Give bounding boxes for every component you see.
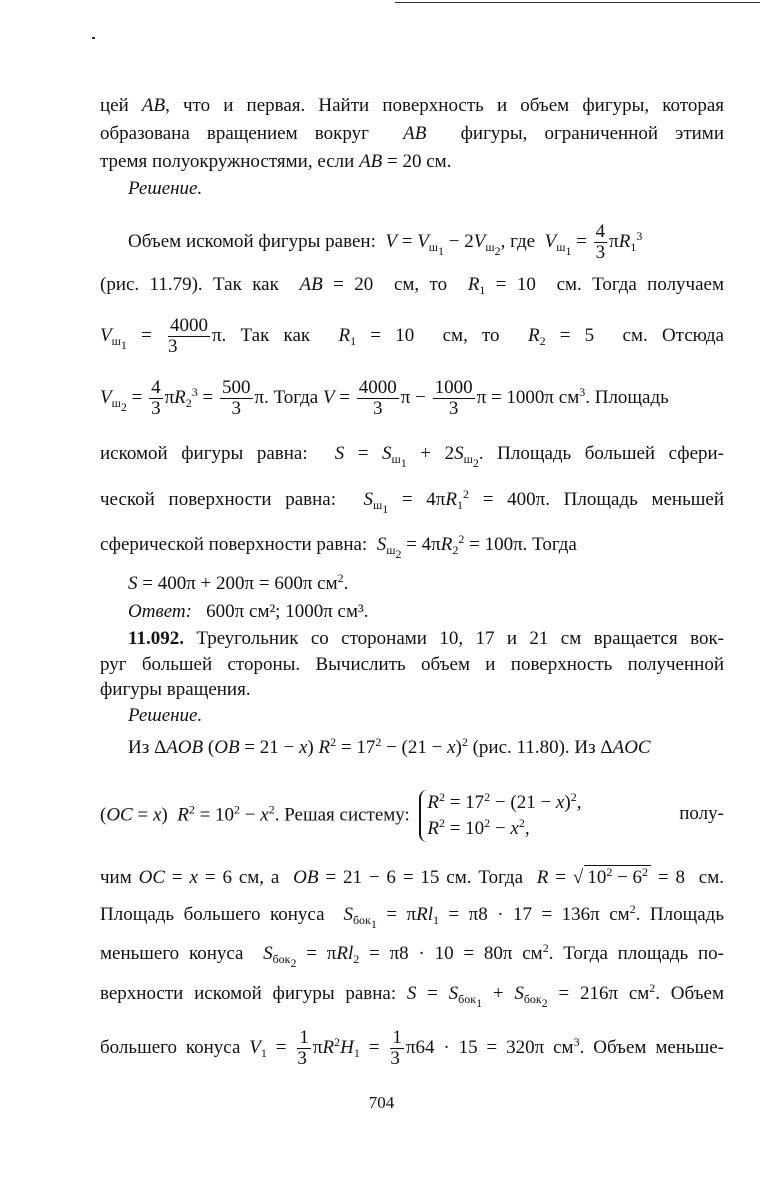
formula-system-line: (OC = x) $R^2 = 10^2 - x^2$. Решая систему: $R^2 = 17^2 - (21 - x)^2$, $R^2 = 10^2 - x^2$, полу- <box>100 790 724 842</box>
formula-s-total: S = 400π + 200π = 600π $см^2$. <box>128 571 349 594</box>
intro-line-2: образована вращением вокруг AB фигуры, ограниченной этими <box>100 123 724 144</box>
scan-dot <box>92 37 95 39</box>
problem-line-2: руг большей стороны. Вычислить объем и поверхность полученной <box>100 654 724 675</box>
problem-line-1: 11.092. Треугольник со сторонами 10, 17 и 21 см вращается вок- <box>128 628 725 649</box>
text-line-small-sphere: сферической поверхности равна: $S_{ш_2} = 4\pi R_2^2 = 100\pi$. Тогда <box>100 532 577 561</box>
solution-heading-2: Решение. <box>128 705 203 726</box>
answer-text: 600π см²; 1000π см³. <box>206 601 369 622</box>
solution-heading: Решение. <box>128 178 203 199</box>
answer-heading: Ответ: <box>128 601 192 622</box>
formula-vsh2-line: $V_{ш_2}$ = $\frac{4}{3}$ $\pi R_2^3$ = $\frac{500}{3}$ π. Тогда V = $\frac{4000}{3}$ π − $\frac{1000}{3}$ π = 1000π $см^3$. Площадь <box>100 377 669 419</box>
text-line-big-cone-area: Площадь большего конуса $S_{бок_1} = \pi Rl_1 = \pi 8 \cdot 17 = 136\pi$ $см^2$. Площадь <box>100 902 725 931</box>
problem-number: 11.092. <box>128 628 184 649</box>
intro-line-3: тремя полуокружностями, если AB = 20 см. <box>100 151 452 172</box>
page-number: 704 <box>368 1093 395 1112</box>
scan-edge-line <box>395 2 760 3</box>
formula-volume-line: Объем искомой фигуры равен: $V = V_{ш_1} - 2V_{ш_2}$, где $V_{ш_1}$ = $\frac{4}{3}$ $\pi R_1^3$ <box>128 221 643 263</box>
problem-line-3: фигуры вращения. <box>100 679 251 700</box>
intro-line-1: цей AB, что и первая. Найти поверхность и объем фигуры, которая <box>100 95 724 116</box>
text-line-fig79: (рис. 11.79). Так как AB = 20 см, то $R_1 = 10$ см. Тогда получаем <box>100 274 725 297</box>
text-line-oc: чим OC = x = 6 см, а OB = 21 − 6 = 15 см. Тогда R = √ $10^2 - 6^2 = 8$ см. <box>100 865 725 888</box>
text-line-big-sphere: ческой поверхности равна: $S_{ш_1} = 4\pi R_1^2 = 400\pi$. Площадь меньшей <box>100 487 724 516</box>
text-line-area: искомой фигуры равна: $S = S_{ш_1} + 2S_{ш_2}$. Площадь большей сфери- <box>100 443 725 470</box>
text-line-total-area: верхности искомой фигуры равна: $S = S_{бок_1} + S_{бок_2} = 216\pi$ $см^2$. Объем <box>100 981 725 1010</box>
answer-line <box>128 600 752 624</box>
text-line-small-cone-area: меньшего конуса $S_{бок_2} = \pi Rl_2 = \pi 8 \cdot 10 = 80\pi$ $см^2$. Тогда площадь по- <box>100 941 724 970</box>
formula-vsh1-line: $V_{ш_1}$ = $\frac{4000}{3}$ π. Так как $R_1 = 10$ см, то $R_2 = 5$ см. Отсюда <box>100 315 724 357</box>
equation-system: $R^2 = 17^2 - (21 - x)^2$, $R^2 = 10^2 - x^2$, <box>419 790 581 842</box>
formula-big-cone-volume: большего конуса $V_1$ = $\frac{1}{3}$ $\pi R^2H_1$ = $\frac{1}{3}$ π64 · 15 = 320π $см^3$. Объем меньше- <box>100 1027 725 1069</box>
formula-triangle-aob: Из ΔAOB (OB = 21 − x) $R^2 = 17^2 - (21 - x)^2$ (рис. 11.80). Из ΔAOC <box>128 735 651 758</box>
